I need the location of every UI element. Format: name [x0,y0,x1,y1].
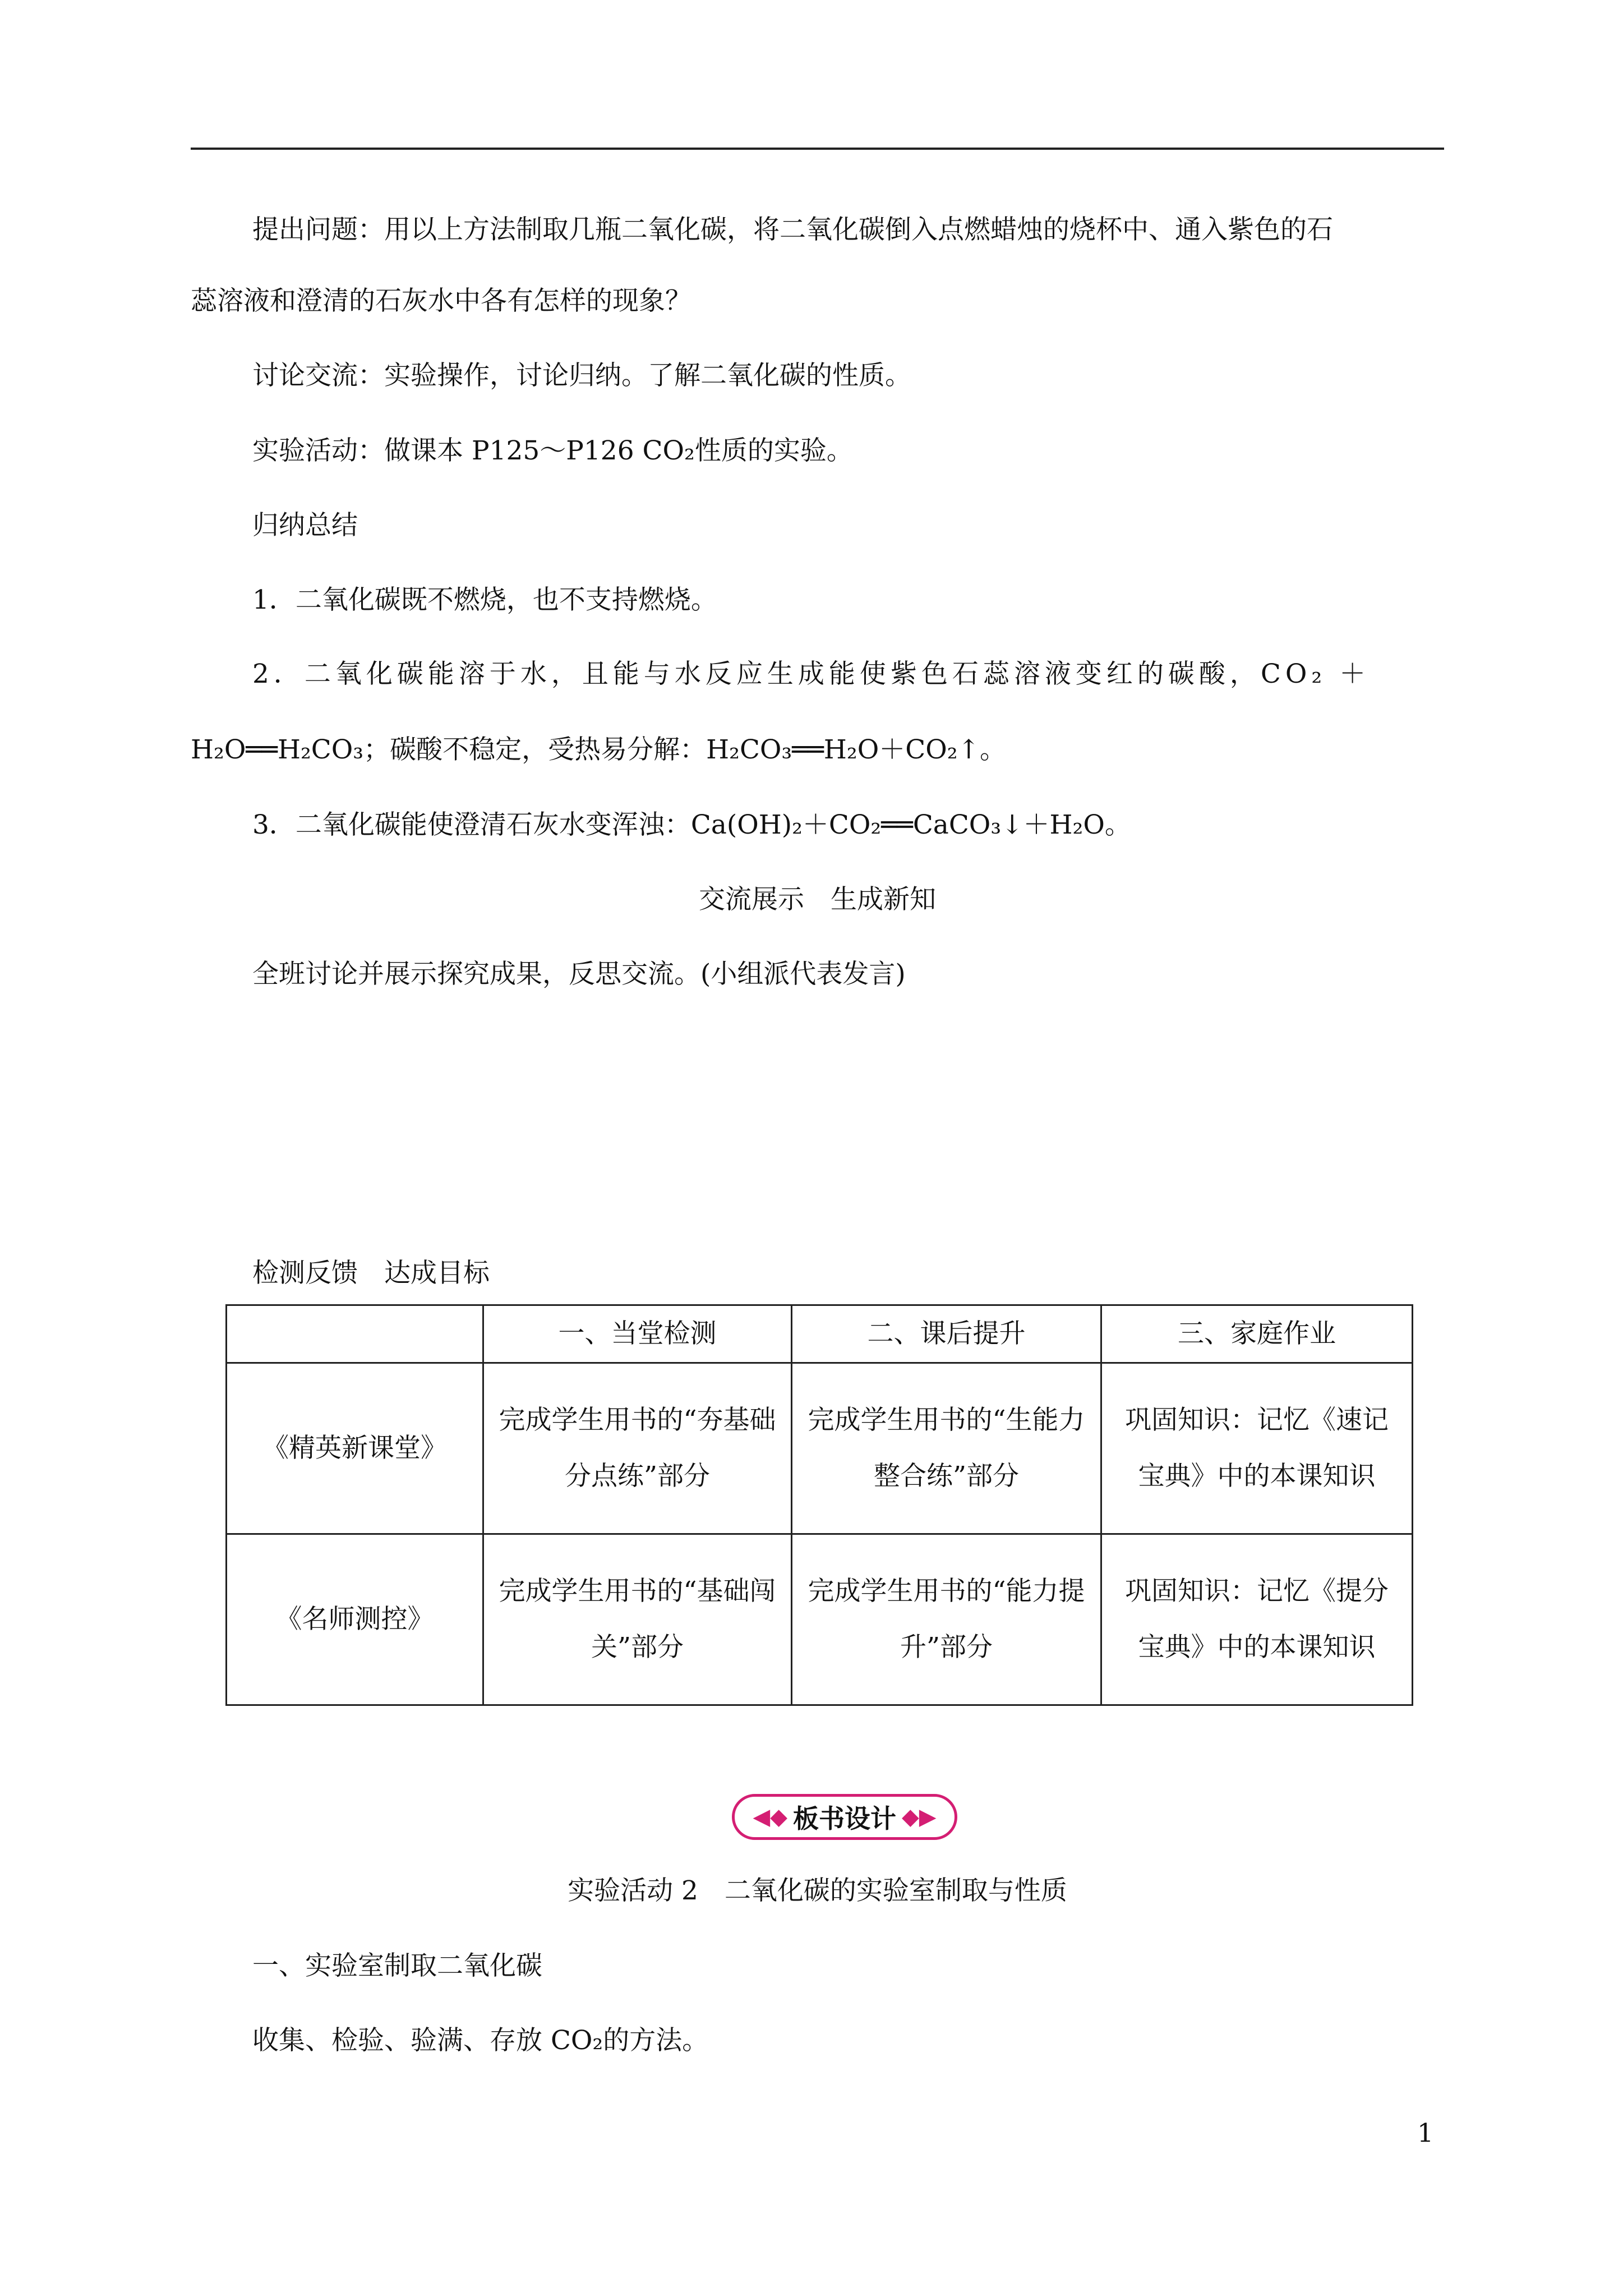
table-row [227,1363,1413,1534]
table-cell: 《精英新课堂》 [227,1363,483,1534]
header-rule [191,148,1444,150]
paragraph-question-line2: 蕊溶液和澄清的石灰水中各有怎样的现象？ [191,286,691,316]
page-number: 1 [1417,2118,1434,2148]
table-header-cell: 二、课后提升 [792,1305,1101,1363]
table-cell: 巩固知识：记忆《提分宝典》中的本课知识 [1101,1534,1413,1705]
homework-table [225,1304,1413,1706]
paragraph-question-line1: 提出问题：用以上方法制取几瓶二氧化碳，将二氧化碳倒入点燃蜡烛的烧杯中、通入紫色的石 [252,214,1333,245]
summary-item-2-line2: H₂O══H₂CO₃；碳酸不稳定，受热易分解：H₂CO₃══H₂O＋CO₂↑。 [191,734,1006,765]
table-header-cell: 三、家庭作业 [1101,1305,1413,1363]
table-row [227,1534,1413,1705]
table-cell: 完成学生用书的“生能力 整合练”部分 [792,1363,1101,1534]
paragraph-discussion: 讨论交流：实验操作，讨论归纳。了解二氧化碳的性质。 [252,360,911,391]
summary-item-1: 1．二氧化碳既不燃烧，也不支持燃烧。 [252,585,717,615]
board-title: 实验活动 2 二氧化碳的实验室制取与性质 [568,1875,1067,1906]
board-design-badge [732,1794,957,1840]
summary-item-3: 3．二氧化碳能使澄清石灰水变浑浊：Ca(OH)₂＋CO₂══CaCO₃↓＋H₂O。 [252,809,1131,840]
table-header-cell [227,1305,483,1363]
paragraph-summary-heading: 归纳总结 [252,510,358,541]
table-cell: 完成学生用书的“夯基础 分点练”部分 [483,1363,792,1534]
left-arrows-icon: ◀◆ [753,1804,787,1830]
board-item-1: 一、实验室制取二氧化碳 [252,1950,542,1981]
table-cell: 《名师测控》 [227,1534,483,1705]
badge-label: 板书设计 [793,1803,896,1834]
table-cell: 完成学生用书的“能力提升”部分 [792,1534,1101,1705]
board-item-2: 收集、检验、验满、存放 CO₂的方法。 [252,2025,709,2056]
paragraph-class-discussion: 全班讨论并展示探究成果，反思交流。(小组派代表发言) [252,959,906,990]
right-arrows-icon: ◆▶ [902,1804,937,1830]
table-cell: 巩固知识：记忆《速记宝典》中的本课知识 [1101,1363,1413,1534]
section-heading-share: 交流展示 生成新知 [699,884,936,915]
paragraph-experiment: 实验活动：做课本 P125～P126 CO₂性质的实验。 [252,435,853,466]
table-header-cell: 一、当堂检测 [483,1305,792,1363]
summary-item-2-line1: 2．二氧化碳能溶于水，且能与水反应生成能使紫色石蕊溶液变红的碳酸，CO₂ ＋ [252,659,1371,689]
table-cell: 完成学生用书的“基础闯关”部分 [483,1534,792,1705]
section-heading-feedback: 检测反馈 达成目标 [252,1258,490,1289]
table-header-row [227,1305,1413,1363]
